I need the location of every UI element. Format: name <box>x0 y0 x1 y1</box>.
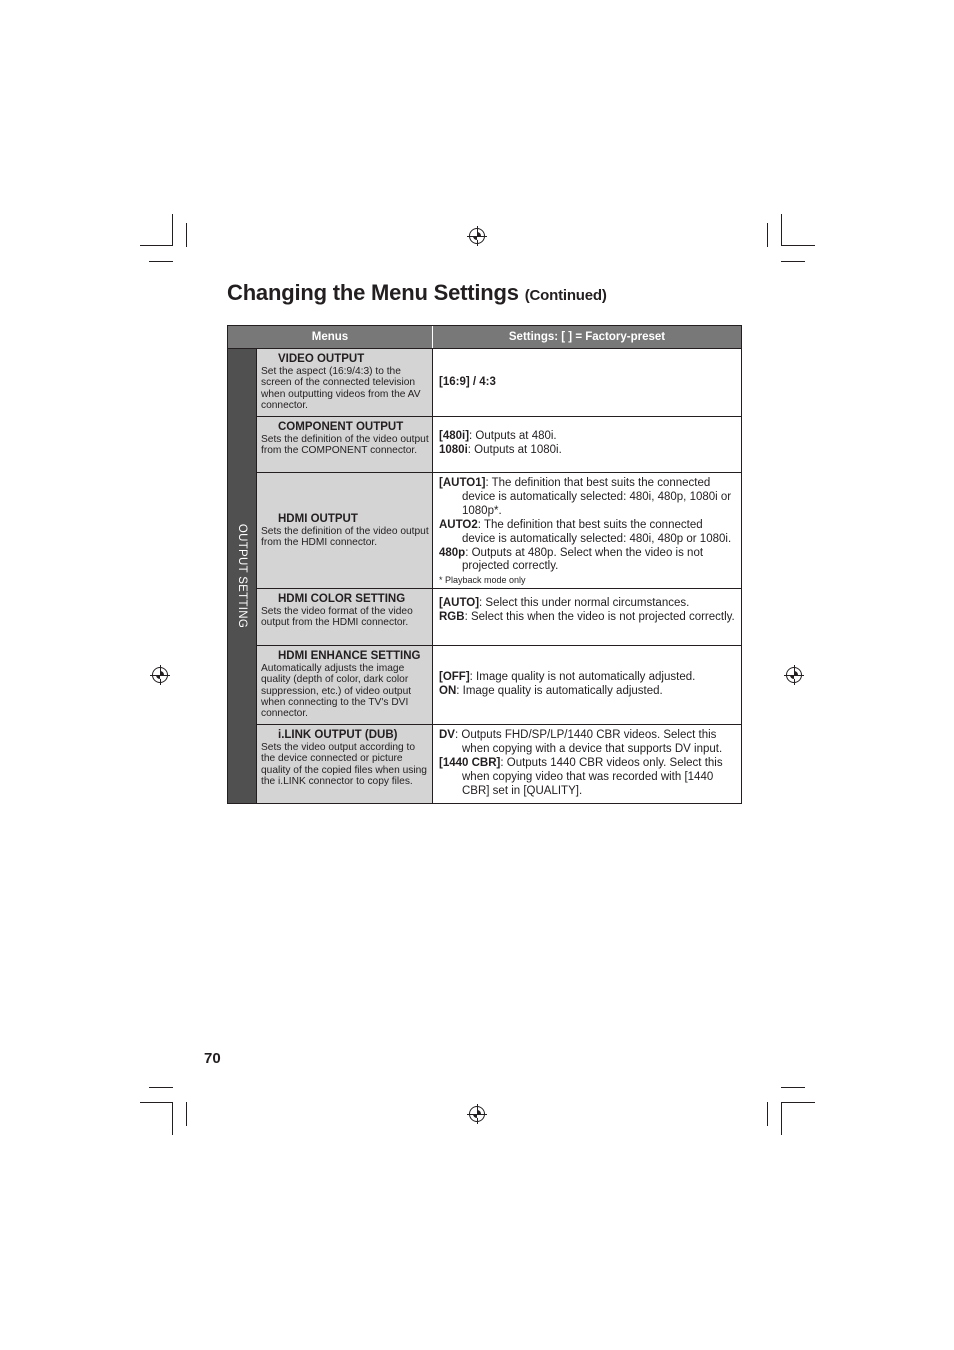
crop-mark <box>149 1087 173 1088</box>
row-divider <box>228 348 741 349</box>
crop-mark <box>767 1102 768 1126</box>
menu-item-title: i.LINK OUTPUT (DUB) <box>278 729 398 741</box>
row-divider <box>256 645 741 646</box>
header-menus: Menus <box>228 326 433 348</box>
crop-mark <box>140 245 173 246</box>
header-settings: Settings: [ ] = Factory-preset <box>433 326 741 348</box>
setting-option-key: [1440 CBR] <box>439 756 501 769</box>
registration-mark-icon <box>469 1106 485 1122</box>
setting-option-text: : Image quality is not automatically adjusted. <box>469 671 696 683</box>
setting-option-key: DV <box>439 729 455 741</box>
section-side-tab <box>228 348 256 803</box>
footnote: * Playback mode only <box>439 575 526 586</box>
setting-option-text: : Select this under normal circumstances. <box>479 597 690 609</box>
setting-hdmi-color <box>439 597 739 625</box>
setting-option-text: : The definition that best suits the connected device is automatically selected: 480i, 480p or 1080i. <box>462 518 732 545</box>
setting-option-text: : Outputs 1440 CBR videos only. Select this when copying video that was recorded with [1440 CBR] set in [QUALITY]. <box>462 756 723 797</box>
crop-mark <box>149 261 173 262</box>
menu-item-ilink-output <box>261 729 431 787</box>
menu-item-title: HDMI COLOR SETTING <box>278 593 406 605</box>
menu-item-description: Automatically adjusts the image quality (depth of color, dark color suppression, etc.) of video output when connecting to the TV's DVI connector. <box>261 663 412 720</box>
page-title <box>227 280 607 306</box>
crop-mark <box>172 1102 173 1135</box>
row-divider <box>256 724 741 725</box>
setting-video-output <box>439 376 739 390</box>
menu-item-description: Sets the video output according to the device connected or picture quality of the copied files when using the i.LINK connector to copy files. <box>261 742 427 787</box>
menu-item-hdmi-color-setting <box>261 593 431 629</box>
settings-table <box>227 325 742 804</box>
setting-option-key: RGB <box>439 610 465 623</box>
crop-mark <box>186 1102 187 1126</box>
row-divider <box>256 416 741 417</box>
menu-item-title: HDMI OUTPUT <box>278 513 358 525</box>
setting-option-key: ON <box>439 684 457 697</box>
setting-option-key: [AUTO1] <box>439 477 486 489</box>
menu-item-hdmi-output <box>261 513 431 549</box>
setting-option-key: [480i] <box>439 430 470 442</box>
setting-ilink-output <box>439 729 739 799</box>
setting-option-text: : Outputs FHD/SP/LP/1440 CBR videos. Select this when copying with a device that supports DV input. <box>454 729 723 755</box>
setting-option-text: : Outputs at 480p. Select when the video is not projected correctly. <box>462 546 704 573</box>
crop-mark <box>781 1102 782 1135</box>
menu-item-title: VIDEO OUTPUT <box>278 353 365 365</box>
setting-option-key: [AUTO] <box>439 597 480 609</box>
setting-option-text: : Outputs at 480i. <box>469 430 557 442</box>
crop-mark <box>781 245 815 246</box>
menu-item-description: Sets the definition of the video output from the HDMI connector. <box>261 526 429 549</box>
menu-item-description: Set the aspect (16:9/4:3) to the screen of the connected television when outputting videos from the AV connector. <box>261 366 421 411</box>
menu-item-title: COMPONENT OUTPUT <box>278 421 404 433</box>
section-label: OUTPUT SETTING <box>236 523 248 629</box>
crop-mark <box>781 214 782 246</box>
registration-mark-icon <box>786 667 802 683</box>
setting-option-key: [OFF] <box>439 671 470 683</box>
crop-mark <box>186 223 187 247</box>
page-title-suffix: (Continued) <box>524 287 607 304</box>
setting-option-text: : Image quality is automatically adjusted. <box>456 684 663 697</box>
menu-item-component-output <box>261 421 431 457</box>
setting-option: [16:9] / 4:3 <box>439 376 496 388</box>
crop-mark <box>781 261 805 262</box>
crop-mark <box>781 1087 805 1088</box>
setting-option-key: AUTO2 <box>439 518 478 531</box>
registration-mark-icon <box>152 667 168 683</box>
row-divider <box>256 588 741 589</box>
page-title-text: Changing the Menu Settings <box>227 280 519 305</box>
crop-mark <box>140 1102 173 1103</box>
menu-item-description: Sets the video format of the video output from the HDMI connector. <box>261 606 413 629</box>
menu-item-hdmi-enhance-setting <box>261 650 431 719</box>
crop-mark <box>781 1102 815 1103</box>
setting-hdmi-enhance <box>439 671 739 699</box>
menu-item-description: Sets the definition of the video output from the COMPONENT connector. <box>261 434 429 457</box>
menu-item-title: HDMI ENHANCE SETTING <box>278 650 421 662</box>
registration-mark-icon <box>469 228 485 244</box>
crop-mark <box>172 214 173 246</box>
setting-option-key: 1080i <box>439 443 468 456</box>
row-divider <box>256 472 741 473</box>
setting-option-text: : Select this when the video is not projected correctly. <box>464 610 735 623</box>
setting-option-key: 480p <box>439 546 466 559</box>
menu-item-video-output <box>261 353 431 411</box>
page-number: 70 <box>204 1050 221 1067</box>
setting-hdmi-output <box>439 477 739 586</box>
setting-option-text: : Outputs at 1080i. <box>467 443 562 456</box>
crop-mark <box>767 223 768 247</box>
setting-component-output <box>439 430 739 458</box>
setting-option-text: : The definition that best suits the connected device is automatically selected: 480i, 480p, 1080i or 1080p*. <box>462 477 732 517</box>
